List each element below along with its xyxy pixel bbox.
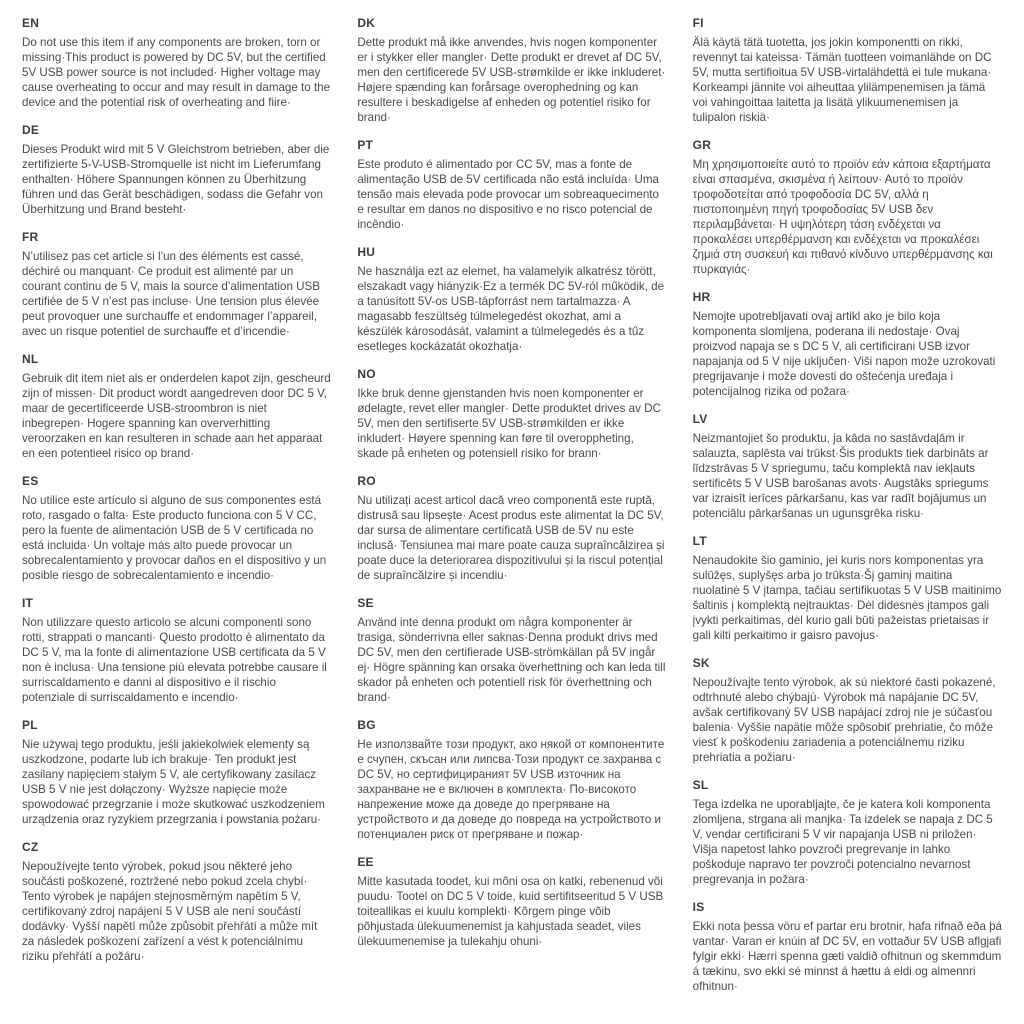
lang-section-lv bbox=[693, 412, 1002, 521]
lang-text-dk: Dette produkt må ikke anvendes, hvis nogen komponenter er i stykker eller mangler· Dette produkt er drevet af DC 5V, men den certificerede 5V USB-strømkilde er ikke inkluderet· Højere spænding kan forårsage overophedning og kan resultere i beskadigelse af enheden og potentiel risiko for brand· bbox=[357, 36, 666, 124]
lang-section-cz bbox=[22, 840, 331, 964]
lang-text-ro: Nu utilizați acest articol dacă vreo componentă este ruptă, distrusă sau lipsește· Acest produs este alimentat la DC 5V, dar sursa de alimentare certificată USB de 5V nu este inclusă· Tensiunea mai mare poate cauza supraîncălzirea și poate duce la deteriorarea dispozitivului și la riscul potențial de supraîncălzire și incendiu· bbox=[357, 494, 665, 582]
lang-code-se: SE bbox=[357, 596, 374, 610]
lang-section-sl bbox=[693, 778, 1002, 887]
lang-text-es: No utilice este artículo si alguno de sus componentes está roto, rasgado o falta· Este producto funciona con 5 V CC, pero la fuente de alimentación USB de 5 V certificada no está incluida· Un voltaje más alto puede provocar un sobrecalentamiento y provocar daños en el dispositivo y un posible riesgo de sobrecalentamiento e incendio· bbox=[22, 494, 327, 582]
lang-text-fi: Älä käytä tätä tuotetta, jos jokin komponentti on rikki, revennyt tai kateissa· Tämän tuotteen voimanlähde on DC 5V, mutta sertifioitua 5V USB-virtalähdettä ei tule mukana· Korkeampi jännite voi aiheuttaa ylilämpenemisen ja tämä voi vahingoittaa laitetta ja lisätä ylikuumenemisen ja tulipalon riskiä· bbox=[692, 36, 992, 124]
lang-text-no: Ikke bruk denne gjenstanden hvis noen komponenter er ødelagte, revet eller mangler· Dette produktet drives av DC 5V, men den sertifiserte 5V USB-strømkilden er ikke inkludert· Høyere spenning kan føre til overoppheting, skade på enheten og potensiell risiko for brann· bbox=[357, 387, 661, 460]
lang-code-bg: BG bbox=[357, 718, 376, 732]
lang-text-is: Ekki nota þessa vöru ef partar eru brotnir, hafa rifnað eða þá vantar· Varan er knúin af DC 5V, en vottaður 5V USB aflgjafi fylgir ekki· Hærri spenna gæti valdið ofhitnun og skemmdum á tækinu, svo ekki sé minnst á hættu á eldi og almennri ofhitnun· bbox=[692, 920, 1003, 993]
lang-code-dk: DK bbox=[357, 16, 376, 30]
lang-text-en: Do not use this item if any components are broken, torn or missing·This product is powered by DC 5V, but the certified 5V USB power source is not included· Higher voltage may cause overheating to occur and may result in damage to the device and the potential risk of overheating and fiire· bbox=[22, 36, 331, 109]
column-3 bbox=[693, 16, 1002, 1024]
lang-code-ro: RO bbox=[357, 474, 376, 488]
lang-code-hr: HR bbox=[692, 290, 711, 304]
lang-code-cz: CZ bbox=[22, 840, 39, 854]
lang-section-ro bbox=[357, 474, 666, 583]
lang-code-en: EN bbox=[22, 16, 40, 30]
lang-text-de: Dieses Produkt wird mit 5 V Gleichstrom betrieben, aber die zertifizierte 5-V-USB-Stromquelle ist nicht im Lieferumfang enthalten· Höhere Spannungen können zu Überhitzung führen und das Gerät beschädigen, sodass die Gefahr von Überhitzung und Brand besteht· bbox=[22, 143, 330, 216]
lang-section-fr bbox=[22, 230, 331, 339]
lang-section-it bbox=[22, 596, 331, 705]
lang-section-is bbox=[693, 900, 1002, 994]
lang-text-pt: Este produto é alimentado por CC 5V, mas a fonte de alimentação USB de 5V certificada não está incluída· Uma tensão mais elevada pode provocar um sobreaquecimento e resultar em danos no dispositivo e no risco potencial de incêndio· bbox=[357, 158, 659, 231]
lang-text-se: Använd inte denna produkt om några komponenter är trasiga, sönderrivna eller saknas·Denna produkt drivs med DC 5V, men den certifierade USB-strömkällan på 5V ingår ej· Högre spänning kan orsaka överhettning och kan leda till skador på enheten och potentiell risk för överhettning och brand· bbox=[357, 616, 666, 704]
lang-code-gr: GR bbox=[692, 138, 712, 152]
lang-text-pl: Nie używaj tego produktu, jeśli jakiekolwiek elementy są uszkodzone, podarte lub ich brakuje· Ten produkt jest zasilany napięciem stałym 5 V, ale certyfikowany zasilacz USB 5 V nie jest dołączony· Wyższe napięcie może spowodować przegrzanie i może skutkować uszkodzeniem urządzenia oraz ryzykiem przegrzania i powstania pożaru· bbox=[22, 738, 325, 826]
lang-section-lt bbox=[693, 534, 1002, 643]
lang-section-bg bbox=[357, 718, 666, 842]
lang-text-cz: Nepoužívejte tento výrobek, pokud jsou některé jeho součásti poškozené, roztržené nebo pokud zcela chybí· Tento výrobek je napájen stejnosměrným napětím 5 V, certifikovaný zdroj napájení 5 V USB ale není součástí dodávky· Vyšší napětí může způsobit přehřátí a může mít za následek poškození zařízení a vést k potenciálnímu riziku přehřátí a požáru· bbox=[22, 860, 318, 963]
lang-text-nl: Gebruik dit item niet als er onderdelen kapot zijn, gescheurd zijn of missen· Dit product wordt aangedreven door DC 5 V, maar de gecertificeerde USB-stroombron is niet inbegrepen· Hogere spanning kan oververhitting veroorzaken en kan resulteren in schade aan het apparaat en een potentieel risico op brand· bbox=[22, 372, 331, 460]
lang-code-pl: PL bbox=[22, 718, 38, 732]
lang-code-ee: EE bbox=[357, 855, 374, 869]
lang-section-se bbox=[357, 596, 666, 705]
lang-code-lv: LV bbox=[692, 412, 708, 426]
lang-section-no bbox=[357, 367, 666, 461]
lang-code-sl: SL bbox=[692, 778, 709, 792]
lang-section-gr bbox=[693, 138, 1002, 277]
lang-section-sk bbox=[693, 656, 1002, 765]
lang-code-it: IT bbox=[22, 596, 34, 610]
lang-text-lt: Nenaudokite šio gaminio, jei kuris nors komponentas yra sulūžęs, suplyšęs arba jo trūksta·Šį gaminį maitina nuolatinė 5 V įtampa, tačiau sertifikuotas 5 V USB maitinimo šaltinis į komplektą neįtrauktas· Dėl didesnės įtampos gali įvykti perkaitimas, dėl kurio gali būti pažeistas prietaisas ir gali kilti perkaitimo ir gaisro pavojus· bbox=[692, 554, 1002, 642]
lang-code-de: DE bbox=[22, 123, 40, 137]
lang-text-hu: Ne használja ezt az elemet, ha valamelyik alkatrész törött, elszakadt vagy hiányzik·Ez a termék DC 5V-ról működik, de a tanúsított 5V-os USB-tápforrást nem tartalmazza· A magasabb feszültség túlmelegedést okozhat, ami a készülék károsodását, valamint a túlmelegedés és a tűz esetleges kockázatát okozhatja· bbox=[357, 265, 665, 353]
lang-text-sk: Nepoužívajte tento výrobok, ak sú niektoré časti pokazené, odtrhnuté alebo chýbajú· Výrobok má napájanie DC 5V, avšak certifikovaný 5V USB napájací zdroj nie je súčasťou balenia· Vyššie napätie môže spôsobiť prehriatie, čo môže viesť k poškodeniu zariadenia a potenciálnemu riziku prehriatia a požiaru· bbox=[692, 676, 996, 764]
lang-code-is: IS bbox=[692, 900, 705, 914]
lang-code-nl: NL bbox=[22, 352, 39, 366]
lang-code-sk: SK bbox=[692, 656, 710, 670]
lang-code-fi: FI bbox=[692, 16, 704, 30]
lang-section-nl bbox=[22, 352, 331, 461]
lang-code-pt: PT bbox=[357, 138, 374, 152]
lang-text-ee: Mitte kasutada toodet, kui mõni osa on katki, rebenenud või puudu· Tootel on DC 5 V toide, kuid sertifitseeritud 5 V USB toiteallikas ei kuulu komplekti· Kõrgem pinge võib põhjustada ülekuumenemist ja kahjustada seadet, viies ülekuumenemise ja tulekahju ohuni· bbox=[357, 875, 664, 948]
lang-text-lv: Neizmantojiet šo produktu, ja kāda no sastāvdaļām ir salauzta, saplēsta vai trūkst·Šis produkts tiek darbināts ar līdzstrāvas 5 V spriegumu, taču komplektā nav iekļauts sertificēts 5 V USB barošanas avots· Augstāks spriegums var izraisīt ierīces pārkaršanu, kas var radīt bojājumus un potenciālu pārkaršanas un ugunsgrēka risku· bbox=[692, 432, 989, 520]
lang-section-de bbox=[22, 123, 331, 217]
lang-text-bg: Не използвайте този продукт, ако някой от компонентите е счупен, скъсан или липсва·Този продукт се захранва с DC 5V, но сертифицираният 5V USB източник на захранване не е включен в комплекта· По-високото напрежение може да доведе до прегряване на устройството и да доведе до повреда на устройството и потенциален риск от прегряване и пожар· bbox=[357, 738, 665, 841]
lang-section-pl bbox=[22, 718, 331, 827]
lang-section-dk bbox=[357, 16, 666, 125]
lang-code-hu: HU bbox=[357, 245, 376, 259]
lang-text-it: Non utilizzare questo articolo se alcuni componenti sono rotti, strappati o mancanti· Questo prodotto è alimentato da DC 5 V, ma la fonte di alimentazione USB certificata da 5 V non è inclusa· Una tensione più elevata potrebbe causare il surriscaldamento e danni al dispositivo e il rischio potenziale di surriscaldamento e incendio· bbox=[22, 616, 327, 704]
lang-section-es bbox=[22, 474, 331, 583]
lang-code-lt: LT bbox=[692, 534, 707, 548]
lang-text-hr: Nemojte upotrebljavati ovaj artikl ako je bilo koja komponenta slomljena, poderana ili nedostaje· Ovaj proizvod napaja se s DC 5 V, ali certificirani USB izvor napajanja od 5 V nije uključen· Viši napon može uzrokovati pregrijavanje i može dovesti do oštećenja uređaja i potencijalnog rizika od požara· bbox=[692, 310, 996, 398]
lang-code-fr: FR bbox=[22, 230, 39, 244]
lang-section-pt bbox=[357, 138, 666, 232]
lang-text-sl: Tega izdelka ne uporabljajte, če je katera koli komponenta zlomljena, strgana ali manjka· Ta izdelek se napaja z DC 5 V, vendar certificirani 5 V vir napajanja USB ni priložen· Višja napetost lahko povzroči pregrevanje in lahko poškoduje napravo ter povzroči potencialno nevarnost pregrevanja in požara· bbox=[692, 798, 993, 886]
lang-code-no: NO bbox=[357, 367, 376, 381]
lang-text-gr: Μη χρησιμοποιείτε αυτό το προϊόν εάν κάποια εξαρτήματα είναι σπασμένα, σκισμένα ή λείπουν· Αυτό το προϊόν τροφοδοτείται από τροφοδοσία DC 5V, αλλά η πιστοποιημένη πηγή τροφοδοσίας 5V USB δεν περιλαμβάνεται· Η υψηλότερη τάση ενδέχεται να προκαλέσει υπερθέρμανση και ενδέχεται να προκαλέσει ζημιά στη συσκευή και πιθανό κίνδυνο υπερθέρμανσης και πυρκαγιάς· bbox=[692, 158, 993, 276]
column-1 bbox=[22, 16, 331, 1024]
lang-section-hu bbox=[357, 245, 666, 354]
lang-section-ee bbox=[357, 855, 666, 949]
lang-section-en bbox=[22, 16, 331, 110]
lang-code-es: ES bbox=[22, 474, 39, 488]
lang-section-fi bbox=[693, 16, 1002, 125]
lang-section-hr bbox=[693, 290, 1002, 399]
lang-text-fr: N’utilisez pas cet article si l’un des éléments est cassé, déchiré ou manquant· Ce produit est alimenté par un courant continu de 5 V, mais la source d’alimentation USB certifiée de 5 V n’est pas incluse· Une tension plus élevée peut provoquer une surchauffe et endommager l’appareil, avec un risque potentiel de surchauffe et d’incendie· bbox=[22, 250, 320, 338]
column-2 bbox=[357, 16, 666, 1024]
